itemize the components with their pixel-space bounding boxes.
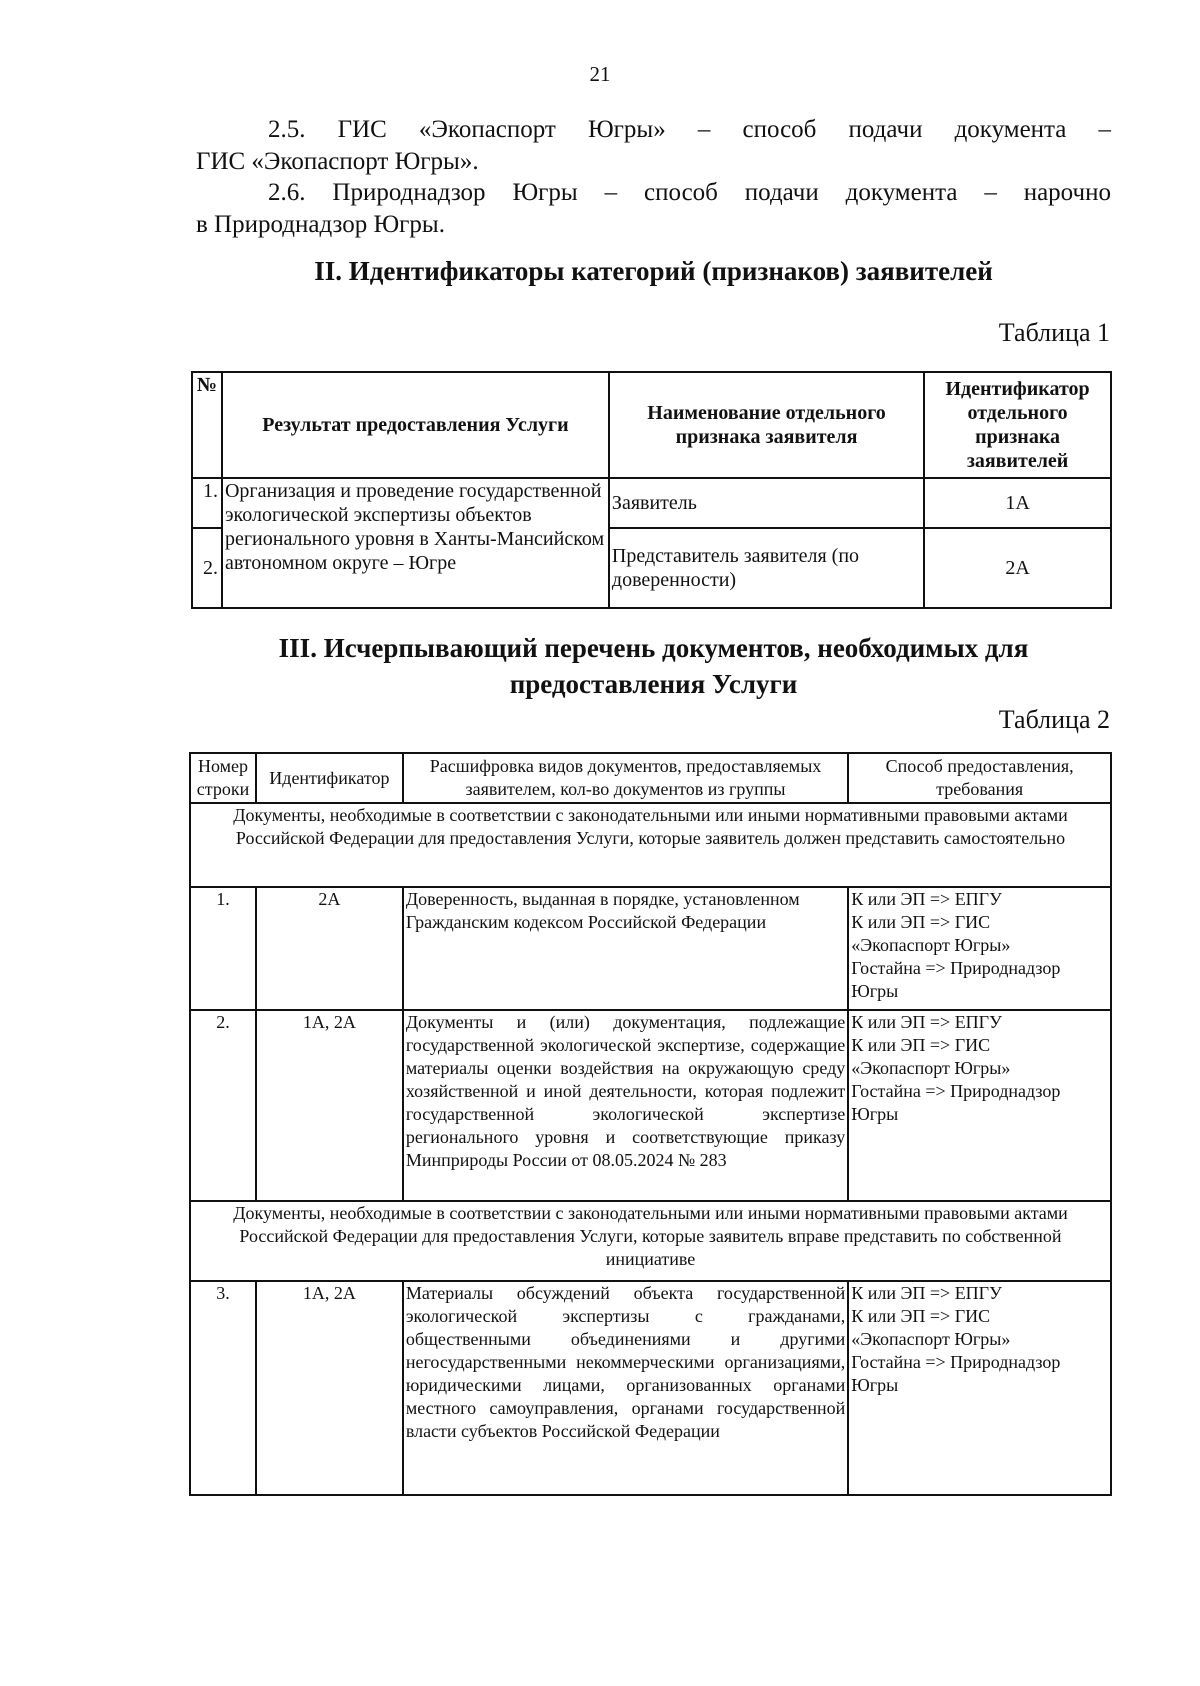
- attribute-cell: Представитель заявителя (по доверенности): [609, 528, 924, 608]
- way-line: «Экопаспорт Югры»: [851, 935, 1011, 955]
- way-cell: [848, 887, 1111, 1010]
- way-line: Гостайна => Природнадзор: [851, 1081, 1061, 1101]
- section-heading: Документы, необходимые в соответствии с законодательными или иными нормативными правовыми актами Российской Федерации для предоставления Услуги, которые заявитель вправе представить по собственной инициативе: [190, 1201, 1111, 1281]
- paragraph-line: 2.5. ГИС «Экопаспорт Югры» – способ подачи документа –: [268, 116, 1111, 143]
- row-number: 2.: [192, 528, 222, 608]
- way-cell: [848, 1010, 1111, 1201]
- result-cell: Организация и проведение государственной экологической экспертизы объектов регионального уровня в Ханты-Мансийском автономном округе – Югре: [222, 478, 609, 608]
- description-cell: Материалы обсуждений объекта государственной экологической экспертизы с гражданами, общественными объединениями и другими негосударственными некоммерческими организациями, юридическими лицами, организованных органами местного самоуправления, органами государственной власти субъектов Российской Федерации: [403, 1281, 848, 1495]
- table1-header-result: Результат предоставления Услуги: [222, 372, 609, 478]
- row-number: 3.: [190, 1281, 256, 1495]
- way-line: Югры: [851, 1375, 899, 1395]
- table2-header-way: Способ предоставления, требования: [848, 753, 1111, 803]
- section-row: [190, 803, 1111, 887]
- id-cell: 1А, 2А: [256, 1010, 403, 1201]
- table2-header-desc: Расшифровка видов документов, предоставляемых заявителем, кол-во документов из группы: [403, 753, 848, 803]
- attribute-cell: Заявитель: [609, 478, 924, 528]
- section-2-title: II. Идентификаторы категорий (признаков) заявителей: [314, 256, 993, 286]
- paragraph-line: 2.6. Природнадзор Югры – способ подачи документа – нарочно: [268, 179, 1111, 206]
- way-line: Югры: [851, 981, 899, 1001]
- section-row: [190, 1201, 1111, 1281]
- table-1: [191, 371, 1112, 609]
- description-cell: Доверенность, выданная в порядке, установленном Гражданским кодексом Российской Федерации: [403, 887, 848, 1010]
- paragraph-line: в Природнадзор Югры.: [196, 211, 445, 238]
- way-line: К или ЭП => ЕПГУ: [851, 1283, 1002, 1303]
- way-line: Гостайна => Природнадзор: [851, 958, 1061, 978]
- table-2: [189, 752, 1112, 1496]
- way-line: К или ЭП => ГИС: [851, 912, 991, 932]
- id-cell: 1А, 2А: [256, 1281, 403, 1495]
- table-row: [190, 1010, 1111, 1201]
- way-line: «Экопаспорт Югры»: [851, 1058, 1011, 1078]
- section-3-title-line: III. Исчерпывающий перечень документов, необходимых для: [278, 633, 1029, 663]
- table1-header-attribute: Наименование отдельного признака заявителя: [609, 372, 924, 478]
- row-number: 2.: [190, 1010, 256, 1201]
- paragraph-2-6: [196, 177, 1111, 241]
- table1-header-num: №: [192, 372, 222, 478]
- paragraph-2-5: [196, 114, 1111, 178]
- table-row: [192, 478, 1111, 528]
- section-3-title: [196, 630, 1111, 702]
- section-3-title-line: предоставления Услуги: [509, 669, 798, 699]
- id-cell: 2А: [256, 887, 403, 1010]
- way-line: Югры: [851, 1104, 899, 1124]
- row-number: 1.: [192, 478, 222, 528]
- table2-header-row: [190, 753, 1111, 803]
- table-row: [190, 887, 1111, 1010]
- way-line: К или ЭП => ЕПГУ: [851, 1012, 1002, 1032]
- id-cell: 1А: [924, 478, 1111, 528]
- way-line: К или ЭП => ГИС: [851, 1306, 991, 1326]
- description-cell: Документы и (или) документация, подлежащие государственной экологической экспертизе, содержащие материалы оценки воздействия на окружающую среду хозяйственной и иной деятельности, которая подлежит государственной экологической экспертизе регионального уровня и соответствующие приказу Минприроды России от 08.05.2024 № 283: [403, 1010, 848, 1201]
- table2-header-num: Номер строки: [190, 753, 256, 803]
- page-number: 21: [589, 62, 611, 86]
- table1-header-id: Идентификатор отдельного признака заявителей: [924, 372, 1111, 478]
- table2-header-id: Идентификатор: [256, 753, 403, 803]
- section-heading: Документы, необходимые в соответствии с законодательными или иными нормативными правовыми актами Российской Федерации для предоставления Услуги, которые заявитель должен представить самостоятельно: [190, 803, 1111, 887]
- way-line: К или ЭП => ГИС: [851, 1035, 991, 1055]
- row-number: 1.: [190, 887, 256, 1010]
- table2-label: Таблица 2: [998, 705, 1110, 734]
- table1-header-row: [192, 372, 1111, 478]
- way-line: К или ЭП => ЕПГУ: [851, 889, 1002, 909]
- table1-label: Таблица 1: [998, 318, 1110, 347]
- way-line: Гостайна => Природнадзор: [851, 1352, 1061, 1372]
- way-cell: [848, 1281, 1111, 1495]
- id-cell: 2А: [924, 528, 1111, 608]
- table-row: [190, 1281, 1111, 1495]
- paragraph-line: ГИС «Экопаспорт Югры».: [196, 148, 479, 175]
- way-line: «Экопаспорт Югры»: [851, 1329, 1011, 1349]
